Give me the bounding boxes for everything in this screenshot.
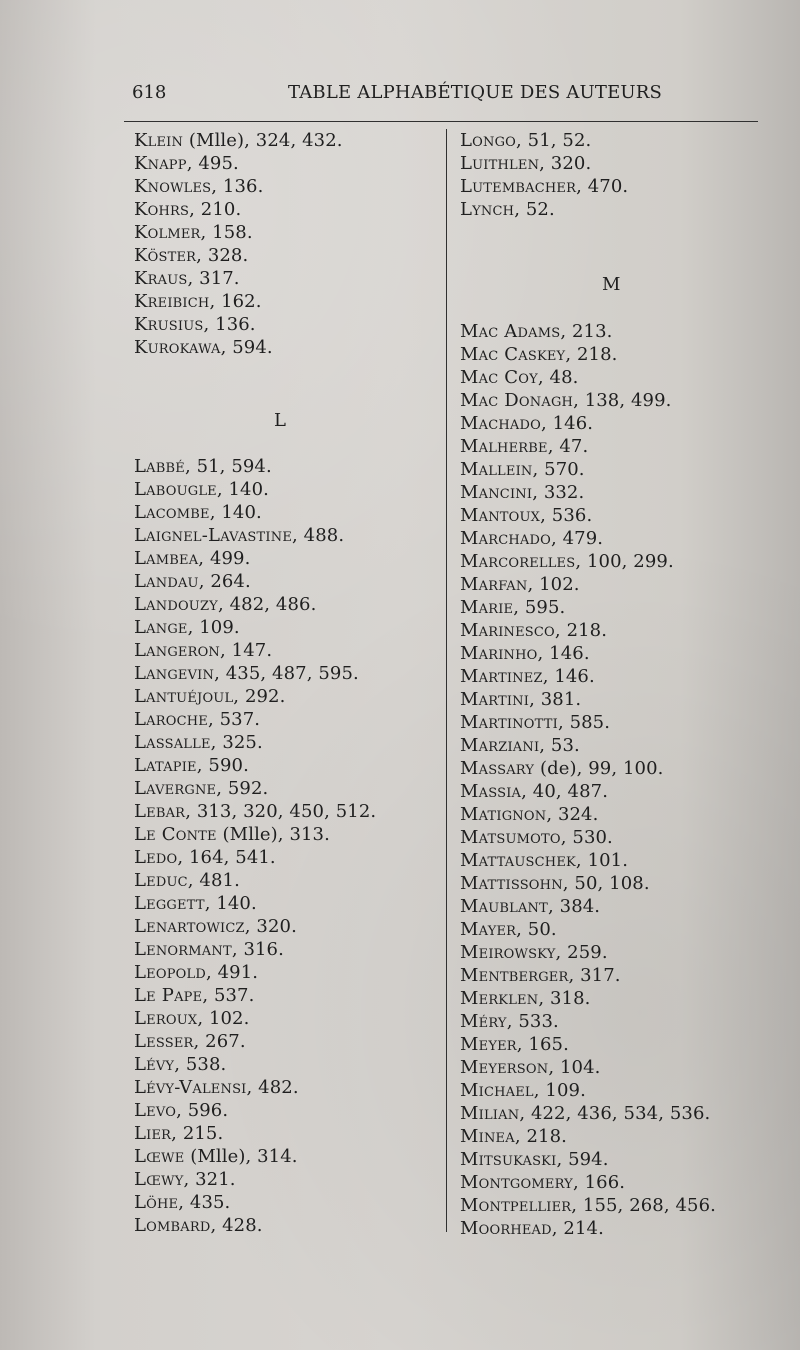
index-entry: Merklen, 318. [460, 988, 591, 1009]
index-entry: Mac Adams, 213. [460, 321, 613, 342]
section-letter-l: L [274, 410, 286, 431]
index-entry: Lacombe, 140. [134, 502, 262, 523]
index-entry: Laignel-Lavastine, 488. [134, 525, 345, 546]
index-entry: Köster, 328. [134, 245, 249, 266]
column-divider [446, 129, 447, 1232]
index-entry: Mancini, 332. [460, 482, 585, 503]
index-entry: Kraus, 317. [134, 268, 240, 289]
page-title: TABLE ALPHABÉTIQUE DES AUTEURS [288, 82, 663, 103]
index-entry: Lavergne, 592. [134, 778, 269, 799]
index-entry: Lévy, 538. [134, 1054, 227, 1075]
index-entry: Malherbe, 47. [460, 436, 589, 457]
index-entry: Lévy-Valensi, 482. [134, 1077, 299, 1098]
index-entry: Lantuéjoul, 292. [134, 686, 286, 707]
index-entry: Lambea, 499. [134, 548, 251, 569]
index-entry: Labbé, 51, 594. [134, 456, 272, 477]
index-entry: Ledo, 164, 541. [134, 847, 276, 868]
index-entry: Kolmer, 158. [134, 222, 253, 243]
header-rule [124, 121, 758, 122]
index-entry: Massia, 40, 487. [460, 781, 609, 802]
index-entry: Marziani, 53. [460, 735, 580, 756]
index-entry: Lombard, 428. [134, 1215, 263, 1236]
index-entry: Mac Coy, 48. [460, 367, 579, 388]
index-entry: Lassalle, 325. [134, 732, 263, 753]
index-entry: Massary (de), 99, 100. [460, 758, 664, 779]
index-entry: Knapp, 495. [134, 153, 239, 174]
index-entry: Le Pape, 537. [134, 985, 255, 1006]
index-entry: Mitsukaski, 594. [460, 1149, 609, 1170]
index-entry: Marchado, 479. [460, 528, 604, 549]
index-entry: Mayer, 50. [460, 919, 557, 940]
index-entry: Mac Donagh, 138, 499. [460, 390, 672, 411]
index-entry: Leduc, 481. [134, 870, 240, 891]
index-entry: Minea, 218. [460, 1126, 567, 1147]
index-entry: Marcorelles, 100, 299. [460, 551, 674, 572]
index-entry: Montpellier, 155, 268, 456. [460, 1195, 716, 1216]
index-entry: Kohrs, 210. [134, 199, 242, 220]
index-entry: Landouzy, 482, 486. [134, 594, 317, 615]
index-entry: Longo, 51, 52. [460, 130, 592, 151]
index-entry: Levo, 596. [134, 1100, 229, 1121]
index-entry: Mattauschek, 101. [460, 850, 629, 871]
index-entry: Mac Caskey, 218. [460, 344, 618, 365]
index-entry: Lesser, 267. [134, 1031, 246, 1052]
index-entry: Matignon, 324. [460, 804, 599, 825]
index-entry: Leroux, 102. [134, 1008, 250, 1029]
index-entry: Kreibich, 162. [134, 291, 262, 312]
index-entry: Marfan, 102. [460, 574, 580, 595]
index-entry: Moorhead, 214. [460, 1218, 604, 1239]
page-number: 618 [132, 82, 167, 103]
index-entry: Lenartowicz, 320. [134, 916, 297, 937]
section-letter-m: M [602, 274, 621, 295]
index-entry: Knowles, 136. [134, 176, 264, 197]
index-entry: Meirowsky, 259. [460, 942, 608, 963]
index-entry: Löhe, 435. [134, 1192, 231, 1213]
index-entry: Martinez, 146. [460, 666, 595, 687]
index-entry: Leopold, 491. [134, 962, 259, 983]
index-entry: Lebar, 313, 320, 450, 512. [134, 801, 377, 822]
index-entry: Milian, 422, 436, 534, 536. [460, 1103, 711, 1124]
index-entry: Méry, 533. [460, 1011, 559, 1032]
index-entry: Marie, 595. [460, 597, 566, 618]
index-entry: Meyerson, 104. [460, 1057, 601, 1078]
index-entry: Lier, 215. [134, 1123, 224, 1144]
index-entry: Meyer, 165. [460, 1034, 569, 1055]
index-entry: Langevin, 435, 487, 595. [134, 663, 359, 684]
index-entry: Martini, 381. [460, 689, 582, 710]
index-entry: Klein (Mlle), 324, 432. [134, 130, 343, 151]
index-entry: Luithlen, 320. [460, 153, 592, 174]
index-entry: Latapie, 590. [134, 755, 249, 776]
index-entry: Maublant, 384. [460, 896, 601, 917]
index-entry: Michael, 109. [460, 1080, 586, 1101]
index-entry: Mattissohn, 50, 108. [460, 873, 650, 894]
index-entry: Marinesco, 218. [460, 620, 608, 641]
index-entry: Mentberger, 317. [460, 965, 621, 986]
index-entry: Lenormant, 316. [134, 939, 284, 960]
index-entry: Lœwy, 321. [134, 1169, 236, 1190]
index-entry: Lynch, 52. [460, 199, 555, 220]
index-entry: Kurokawa, 594. [134, 337, 273, 358]
index-entry: Lœwe (Mlle), 314. [134, 1146, 298, 1167]
index-entry: Marinho, 146. [460, 643, 590, 664]
index-entry: Montgomery, 166. [460, 1172, 626, 1193]
page-header [132, 82, 752, 106]
index-entry: Machado, 146. [460, 413, 594, 434]
index-entry: Mallein, 570. [460, 459, 585, 480]
index-entry: Labougle, 140. [134, 479, 269, 500]
index-entry: Laroche, 537. [134, 709, 261, 730]
index-entry: Langeron, 147. [134, 640, 273, 661]
index-entry: Landau, 264. [134, 571, 251, 592]
index-entry: Lutembacher, 470. [460, 176, 629, 197]
index-entry: Matsumoto, 530. [460, 827, 613, 848]
index-entry: Lange, 109. [134, 617, 240, 638]
index-entry: Krusius, 136. [134, 314, 256, 335]
index-entry: Le Conte (Mlle), 313. [134, 824, 330, 845]
index-entry: Mantoux, 536. [460, 505, 593, 526]
index-entry: Leggett, 140. [134, 893, 257, 914]
index-entry: Martinotti, 585. [460, 712, 611, 733]
